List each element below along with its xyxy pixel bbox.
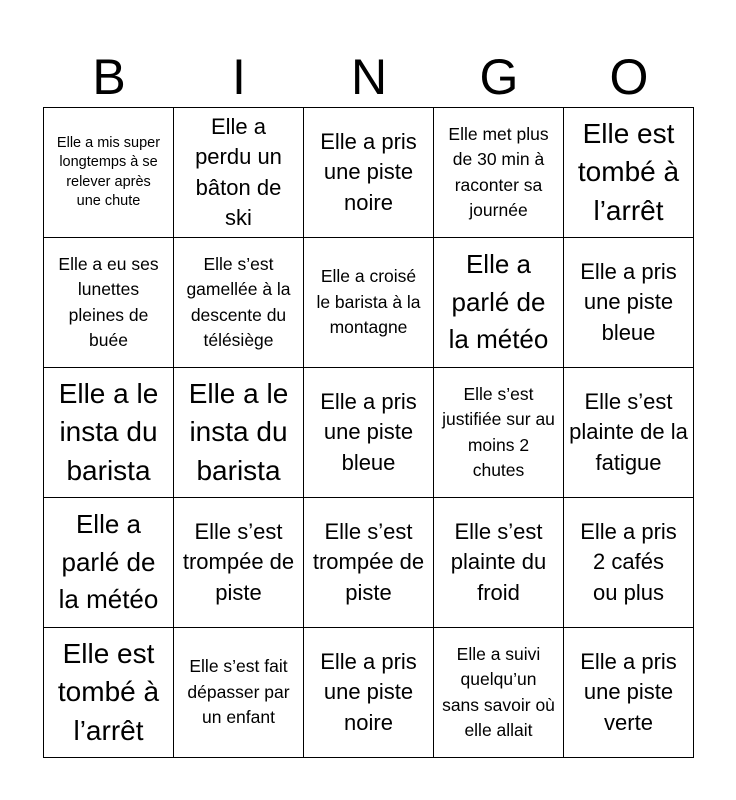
bingo-cell[interactable]: Elle s’est plainte de la fatigue — [564, 368, 694, 498]
bingo-cell[interactable]: Elle a pris une piste verte — [564, 628, 694, 758]
bingo-cell[interactable]: Elle a parlé de la météo — [44, 498, 174, 628]
bingo-cell[interactable]: Elle a croisé le barista à la montagne — [304, 238, 434, 368]
bingo-cell[interactable]: Elle s’est fait dépasser par un enfant — [174, 628, 304, 758]
bingo-cell[interactable]: Elle a mis super longtemps à se relever après une chute — [44, 108, 174, 238]
bingo-cell[interactable]: Elle a pris une piste bleue — [564, 238, 694, 368]
bingo-cell[interactable]: Elle s’est plainte du froid — [434, 498, 564, 628]
bingo-cell[interactable]: Elle s’est trompée de piste — [304, 498, 434, 628]
header-letter-n: N — [350, 49, 388, 105]
bingo-cell[interactable]: Elle s’est justifiée sur au moins 2 chutes — [434, 368, 564, 498]
bingo-cell[interactable]: Elle est tombé à l’arrêt — [564, 108, 694, 238]
header-letter-o: O — [609, 49, 649, 105]
bingo-cell[interactable]: Elle a pris une piste noire — [304, 628, 434, 758]
bingo-cell[interactable]: Elle est tombé à l’arrêt — [44, 628, 174, 758]
bingo-header — [44, 40, 694, 108]
bingo-cell[interactable]: Elle a parlé de la météo — [434, 238, 564, 368]
bingo-cell[interactable]: Elle a pris une piste bleue — [304, 368, 434, 498]
bingo-cell[interactable]: Elle a eu ses lunettes pleines de buée — [44, 238, 174, 368]
bingo-cell[interactable]: Elle s’est trompée de piste — [174, 498, 304, 628]
bingo-cell[interactable]: Elle s’est gamellée à la descente du télésiège — [174, 238, 304, 368]
header-letter-g: G — [479, 49, 519, 105]
bingo-cell[interactable]: Elle a le insta du barista — [174, 368, 304, 498]
bingo-cell[interactable]: Elle a le insta du barista — [44, 368, 174, 498]
header-letter-b: B — [92, 49, 126, 105]
bingo-cell[interactable]: Elle a perdu un bâton de ski — [174, 108, 304, 238]
bingo-cell[interactable]: Elle met plus de 30 min à raconter sa journée — [434, 108, 564, 238]
bingo-cell[interactable]: Elle a suivi quelqu’un sans savoir où elle allait — [434, 628, 564, 758]
bingo-cell[interactable]: Elle a pris 2 cafés ou plus — [564, 498, 694, 628]
header-letter-i: I — [232, 49, 246, 105]
bingo-cell[interactable]: Elle a pris une piste noire — [304, 108, 434, 238]
bingo-grid — [43, 107, 694, 758]
